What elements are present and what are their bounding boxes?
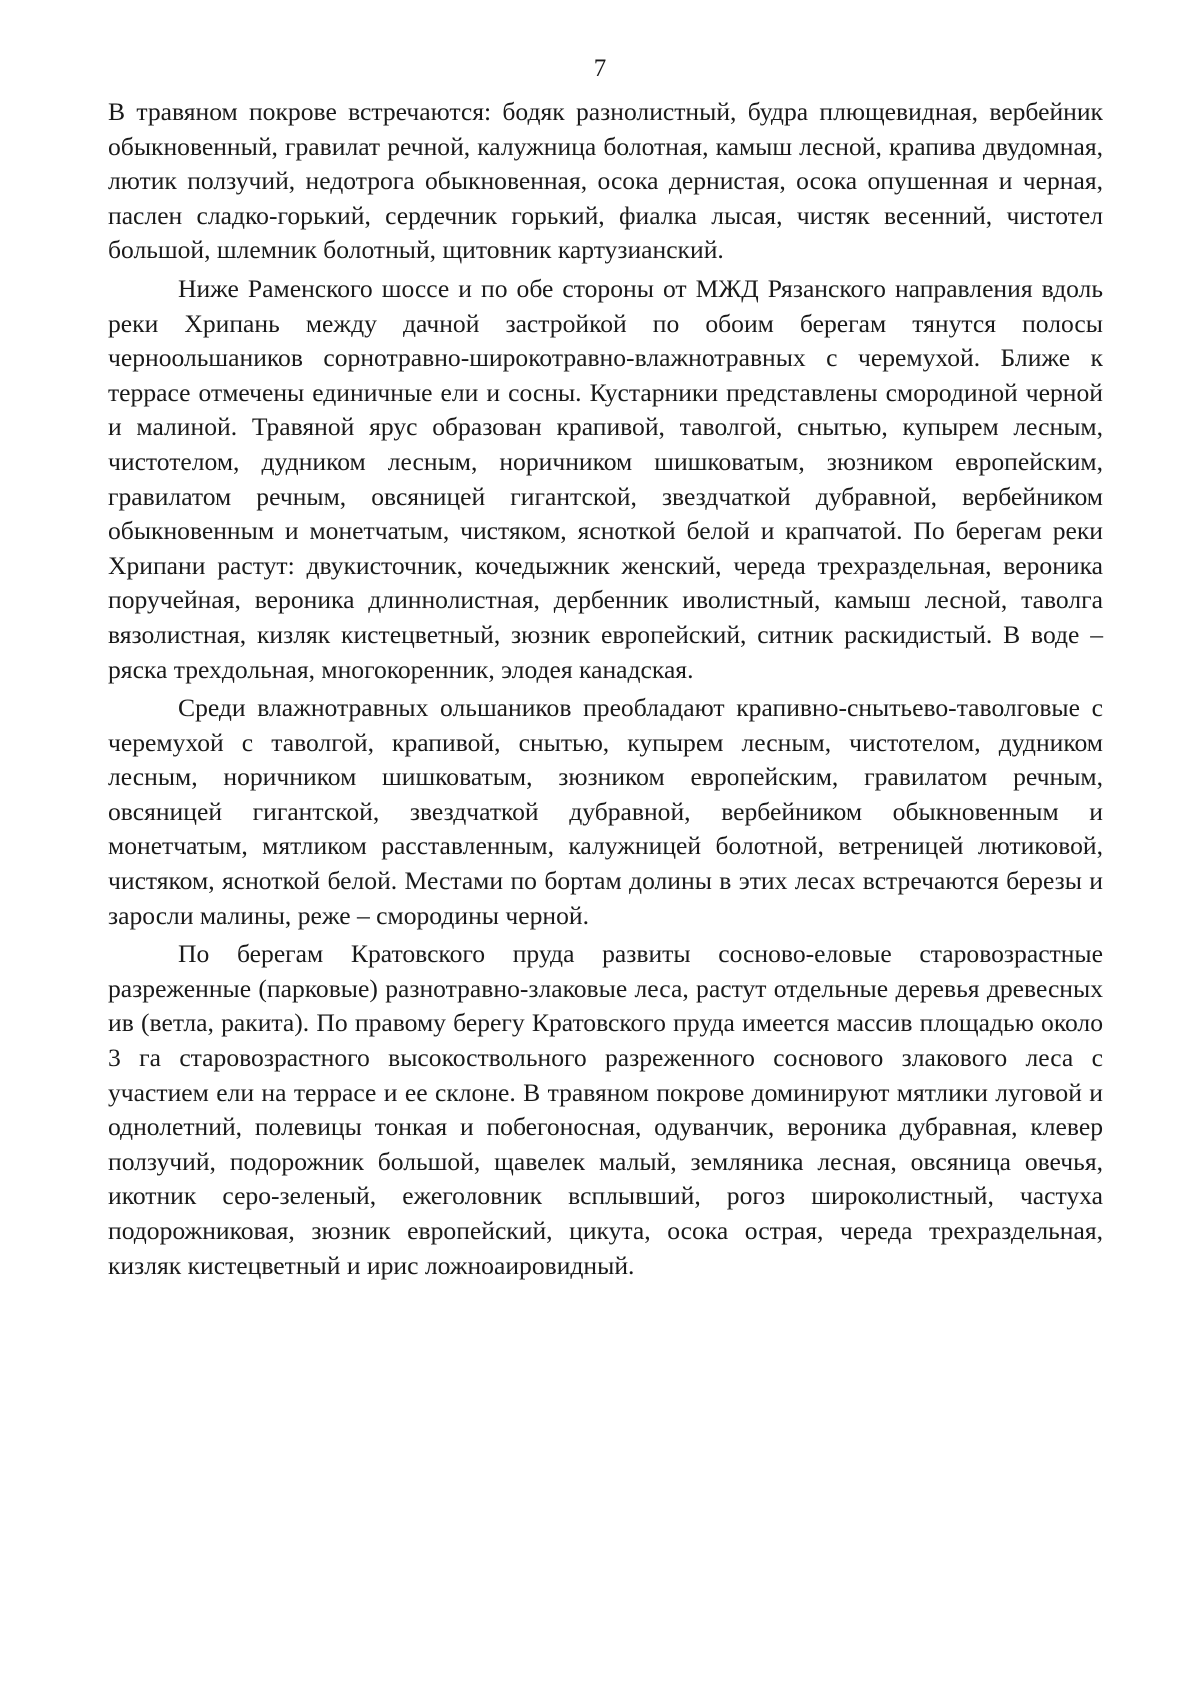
page-number: 7 — [593, 55, 607, 82]
paragraph-kratovo-pond: По берегам Кратовского пруда развиты сосново-еловые старовозрастные разреженные (парковые) разнотравно-злаковые леса, растут отдельные деревья древесных ив (ветла, ракита). По правому берегу Кратовского пруда имеется массив площадью около 3 га старовозрастного высокоствольного разреженного соснового злакового леса с участием ели на террасе и ее склоне. В травяном покрове доминируют мятлики луговой и однолетний, полевицы тонкая и побегоносная, одуванчик, вероника дубравная, клевер ползучий, подорожник большой, щавелек малый, земляника лесная, овсяница овечья, икотник серо-зеленый, ежеголовник всплывший, рогоз широколистный, частуха подорожниковая, зюзник европейский, цикута, осока острая, череда трехраздельная, кизляк кистецветный и ирис ложноаировидный. — [108, 939, 1103, 1280]
paragraph-herb-layer: В травяном покрове встречаются: бодяк разнолистный, будра плющевидная, вербейник обыкновенный, гравилат речной, калужница болотная, камыш лесной, крапива двудомная, лютик ползучий, недотрога обыкновенная, осока дернистая, осока опушенная и черная, паслен сладко-горький, сердечник горький, фиалка лысая, чистяк весенний, чистотел большой, шлемник болотный, щитовник картузианский. — [108, 97, 1103, 265]
paragraph-alder-forests: Среди влажнотравных ольшаников преобладают крапивно-снытьево-таволговые с черемухой с таволгой, крапивой, снытью, купырем лесным, чистотелом, дудником лесным, норичником шишковатым, зюзником европейским, гравилатом речным, овсяницей гигантской, звездчаткой дубравной, вербейником обыкновенным и монетчатым, мятликом расставленным, калужницей болотной, ветреницей лютиковой, чистяком, ясноткой белой. Местами по бортам долины в этих лесах встречаются березы и заросли малины, реже – смородины черной. — [108, 693, 1103, 930]
paragraph-khripan-river: Ниже Раменского шоссе и по обе стороны от МЖД Рязанского направления вдоль реки Хрипань между дачной застройкой по обоим берегам тянутся полосы черноольшаников сорнотравно-широкотравно-влажнотравных с черемухой. Ближе к террасе отмечены единичные ели и сосны. Кустарники представлены смородиной черной и малиной. Травяной ярус образован крапивой, таволгой, снытью, купырем лесным, чистотелом, дудником лесным, норичником шишковатым, зюзником европейским, гравилатом речным, овсяницей гигантской, звездчаткой дубравной, вербейником обыкновенным и монетчатым, чистяком, ясноткой белой и крапчатой. По берегам реки Хрипани растут: двукисточник, кочедыжник женский, череда трехраздельная, вероника поручейная, вероника длиннолистная, дербенник иволистный, камыш лесной, таволга вязолистная, кизляк кистецветный, зюзник европейский, ситник раскидистый. В воде – ряска трехдольная, многокоренник, элодея канадская. — [108, 273, 1103, 684]
page-body — [108, 95, 1103, 1283]
